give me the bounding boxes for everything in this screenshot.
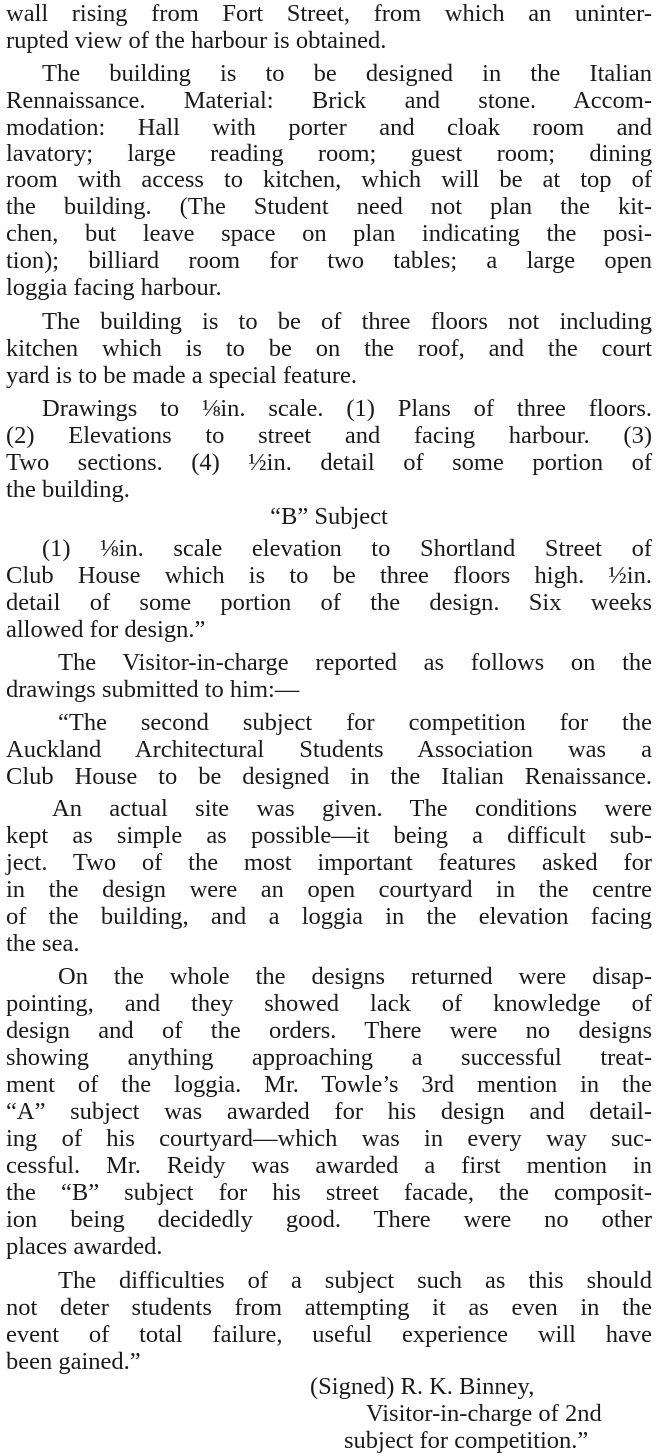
text-line: The difficulties of a subject such as this should [58,1267,652,1294]
text-line: showing anything approaching a successful treat- [6,1044,652,1071]
text-line: loggia facing harbour. [6,274,222,301]
text-line: cessful. Mr. Reidy was awarded a first mention in [6,1152,652,1179]
text-line: Rennaissance. Material: Brick and stone. Accom- [6,87,652,114]
text-line: kitchen which is to be on the roof, and the court [6,335,652,362]
text-line: the building. (The Student need not plan the kit- [6,193,652,220]
text-line: rupted view of the harbour is obtained. [6,27,387,54]
text-line: Auckland Architectural Students Association was a [6,736,652,763]
text-line: in the design were an open courtyard in the centre [6,876,652,903]
text-line: On the whole the designs returned were disap- [58,963,652,990]
text-line: places awarded. [6,1233,163,1260]
text-line: event of total failure, useful experience will have [6,1321,652,1348]
signature-title: Visitor-in-charge of 2nd [366,1400,602,1427]
text-line: The building is to be designed in the Italian [42,60,652,87]
text-line: chen, but leave space on plan indicating the posi- [6,220,652,247]
text-line: lavatory; large reading room; guest room; dining [6,140,652,167]
text-line: kept as simple as possible—it being a difficult sub- [6,822,652,849]
signature-line: (Signed) R. K. Binney, [310,1373,535,1400]
section-heading: “B” Subject [270,503,388,530]
text-line: The building is to be of three floors not including [42,308,652,335]
text-line: “A” subject was awarded for his design and detail- [6,1098,652,1125]
text-line: ing of his courtyard—which was in every way suc- [6,1125,652,1152]
text-line: ion being decidedly good. There were no other [6,1206,652,1233]
text-line: pointing, and they showed lack of knowledge of [6,990,652,1017]
text-line: (1) ⅛in. scale elevation to Shortland Street of [42,535,652,562]
text-line: room with access to kitchen, which will be at top of [6,166,652,193]
text-line: ment of the loggia. Mr. Towle’s 3rd mention in the [6,1071,652,1098]
text-line: Two sections. (4) ½in. detail of some portion of [6,449,652,476]
text-line: design and of the orders. There were no designs [6,1017,652,1044]
text-line: been gained.” [6,1348,141,1375]
text-line: “The second subject for competition for the [58,709,652,736]
text-line: Club House to be designed in the Italian Renaissance. [6,763,652,790]
text-line: wall rising from Fort Street, from which an uninter- [6,0,652,27]
text-line: The Visitor-in-charge reported as follows on the [58,649,652,676]
text-line: the building. [6,476,130,503]
text-line: drawings submitted to him:— [6,676,300,703]
text-line: tion); billiard room for two tables; a large open [6,247,652,274]
text-line: modation: Hall with porter and cloak room and [6,114,652,141]
text-line: detail of some portion of the design. Six weeks [6,589,652,616]
text-line: of the building, and a loggia in the elevation facing [6,903,652,930]
text-line: Club House which is to be three floors high. ½in. [6,562,652,589]
signature-title: subject for competition.” [344,1427,589,1454]
text-line: allowed for design.” [6,616,206,643]
text-line: not deter students from attempting it as even in the [6,1294,652,1321]
text-line: ject. Two of the most important features asked for [6,849,652,876]
text-line: Drawings to ⅛in. scale. (1) Plans of three floors. [42,395,652,422]
text-line: yard is to be made a special feature. [6,362,358,389]
text-line: the sea. [6,930,80,957]
text-line: the “B” subject for his street facade, the composit- [6,1179,652,1206]
text-line: (2) Elevations to street and facing harbour. (3) [6,422,652,449]
text-line: An actual site was given. The conditions were [52,795,652,822]
